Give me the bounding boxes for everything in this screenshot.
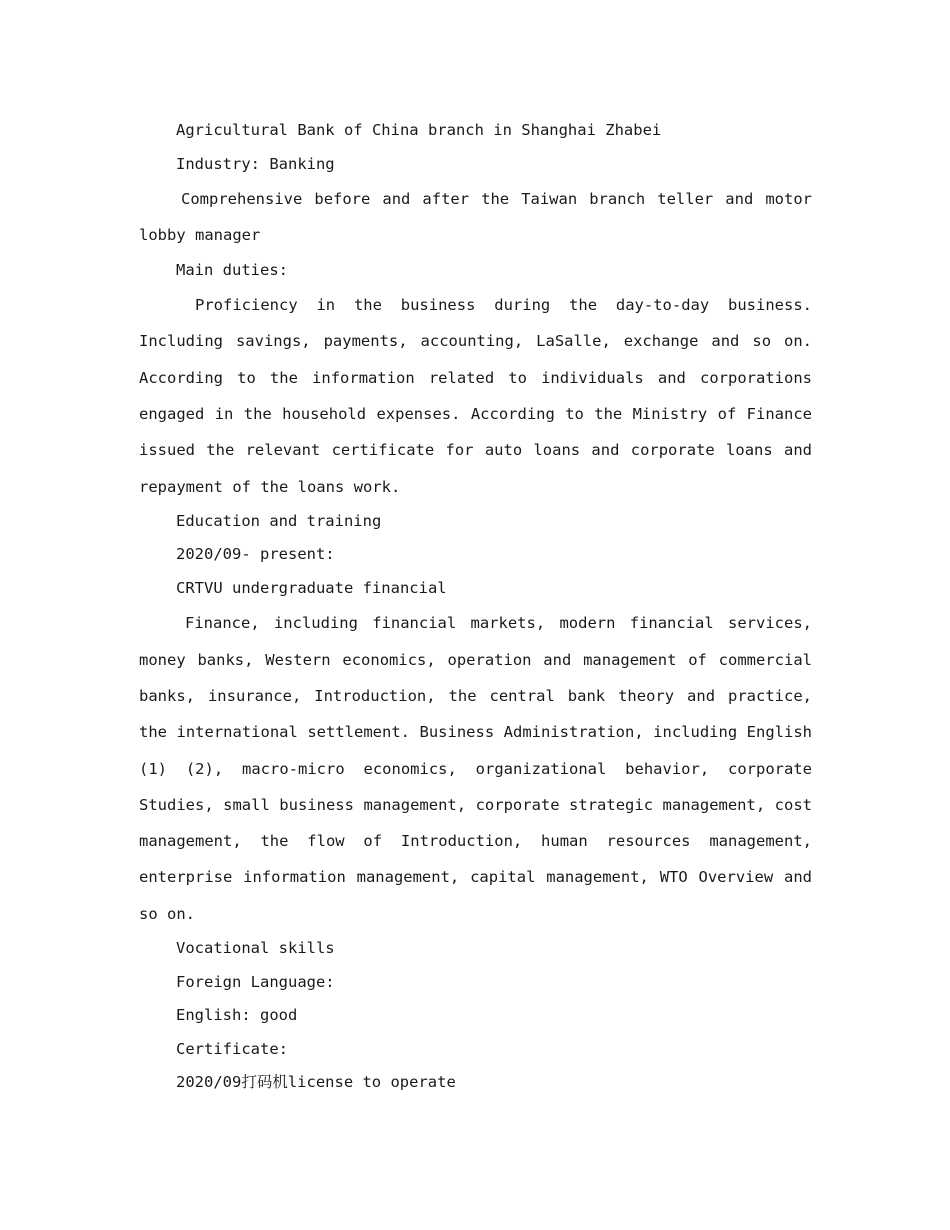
certificate-item: 2020/09打码机license to operate — [176, 1073, 456, 1092]
education-paragraph: Finance, including financial markets, modern financial services, money banks, Western economics, operation and management of commercial banks, insurance, Introduction, the central bank theory and practice, the international settlement. Business Administration, including English (1) (2), macro-micro economics, organizational behavior, corporate Studies, small business management, corporate strategic management, cost management, the flow of Introduction, human resources management, enterprise information management, capital management, WTO Overview and so on. — [139, 614, 812, 923]
certificate-heading: Certificate: — [176, 1039, 288, 1058]
foreign-language-heading: Foreign Language: — [176, 972, 335, 991]
duties-heading: Main duties: — [176, 260, 288, 279]
industry-line: Industry: Banking — [176, 154, 335, 173]
employer-line: Agricultural Bank of China branch in Shanghai Zhabei — [176, 121, 662, 139]
duties-paragraph: Proficiency in the business during the day-to-day business. Including savings, payments, accounting, LaSalle, exchange and so on. According to the information related to individuals and corporations engaged in the household expenses. According to the Ministry of Finance issued the relevant certificate for auto loans and corporate loans and repayment of the loans work. — [139, 296, 812, 496]
skills-heading: Vocational skills — [176, 939, 335, 958]
english-level-line: English: good — [176, 1006, 298, 1025]
position-paragraph: Comprehensive before and after the Taiwan branch teller and motor lobby manager — [139, 190, 812, 245]
education-program: CRTVU undergraduate financial — [176, 578, 447, 597]
education-heading: Education and training — [176, 511, 382, 530]
document-body — [139, 114, 812, 1100]
education-period: 2020/09- present: — [176, 545, 335, 564]
